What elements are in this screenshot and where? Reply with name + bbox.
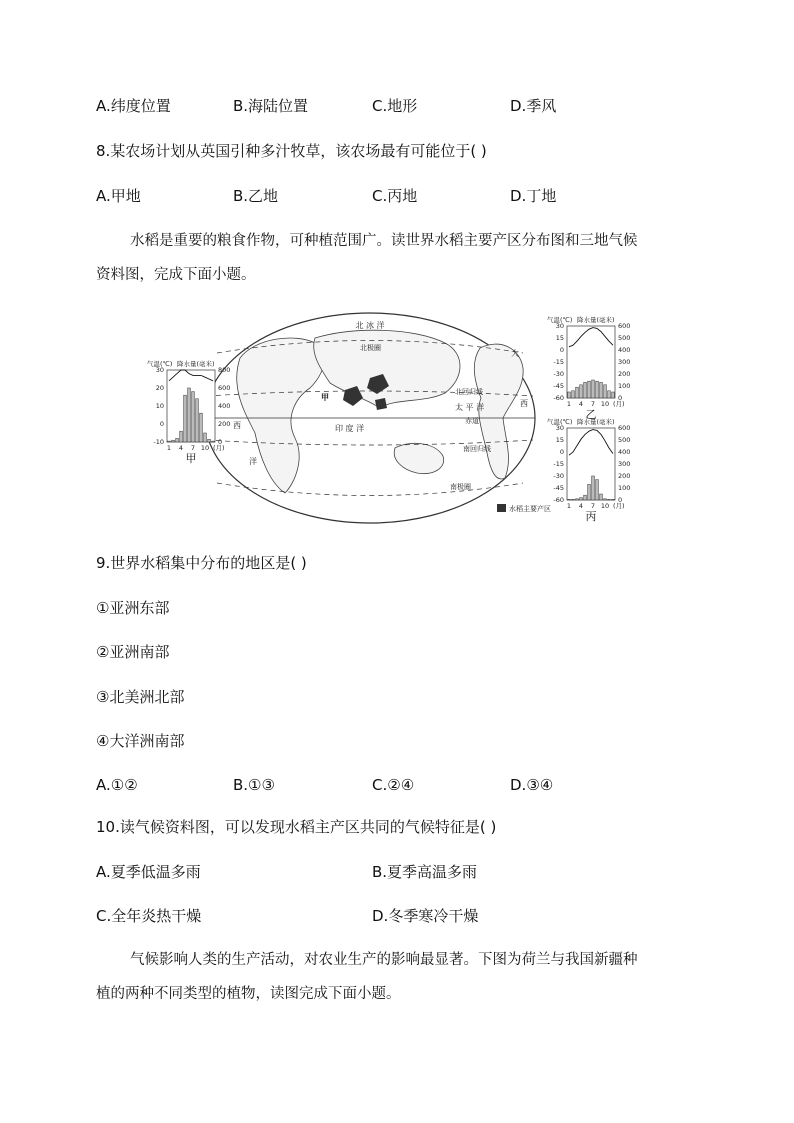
precip-tick-label: 200 xyxy=(218,420,231,428)
precip-bar xyxy=(600,382,603,398)
precip-bar xyxy=(584,382,587,398)
precip-bar xyxy=(604,385,607,398)
precip-bar xyxy=(580,385,583,398)
month-tick-label: 4 xyxy=(578,400,584,408)
precip-bar xyxy=(172,440,175,442)
q9-item-1: ①亚洲东部 xyxy=(96,599,170,617)
precip-bar xyxy=(592,380,595,398)
label-tropic-cancer: 北回归线 xyxy=(455,388,483,396)
precip-bar xyxy=(176,438,179,442)
precip-bar xyxy=(572,391,575,398)
q9-item-2: ②亚洲南部 xyxy=(96,643,170,661)
temp-axis-label: 气温(℃) xyxy=(547,418,573,426)
temp-tick-label: 30 xyxy=(155,366,164,374)
month-tick-label: 10 xyxy=(200,444,210,452)
figure-svg xyxy=(145,308,655,530)
precip-tick-label: 400 xyxy=(618,448,631,456)
precip-tick-label: 300 xyxy=(618,358,631,366)
temp-axis-label: 气温(℃) xyxy=(547,316,573,324)
label-equator: 赤道 xyxy=(465,417,479,425)
temp-tick-label: -30 xyxy=(553,370,564,378)
label-pacific: 太 平 洋 xyxy=(455,403,485,412)
temp-tick-label: -15 xyxy=(553,358,564,366)
month-tick-label: 1 xyxy=(566,400,572,408)
precip-bar xyxy=(604,499,607,500)
precip-bar xyxy=(584,495,587,500)
climate-chart-yi xyxy=(547,315,630,421)
q8-stem: 8.某农场计划从英国引种多汁牧草，该农场最有可能位于( ) xyxy=(96,142,487,160)
precip-axis-label: 降水量(毫米) xyxy=(577,418,615,426)
q10-option-c: C.全年炎热干燥 xyxy=(96,907,202,925)
temp-tick-label: 30 xyxy=(555,424,564,432)
climate-chart-bing xyxy=(547,417,630,523)
precip-bar xyxy=(168,441,171,442)
precip-bar xyxy=(576,499,579,500)
precip-bar xyxy=(608,499,611,500)
temp-tick-label: 20 xyxy=(155,384,164,392)
q8-option-a: A.甲地 xyxy=(96,187,141,205)
label-arctic-circle: 北极圈 xyxy=(360,344,381,352)
q8-option-c: C.丙地 xyxy=(372,187,418,205)
temp-tick-label: -15 xyxy=(553,460,564,468)
q7-option-d: D.季风 xyxy=(510,97,557,115)
legend-label: 水稻主要产区 xyxy=(509,505,551,513)
label-atlantic-da: 大 xyxy=(511,349,519,358)
label-indian-ocean: 印 度 洋 xyxy=(335,424,365,433)
precip-tick-label: 500 xyxy=(618,334,631,342)
plot-frame xyxy=(167,370,215,442)
q10-option-d: D.冬季寒冷干燥 xyxy=(372,907,479,925)
month-tick-label: 4 xyxy=(178,444,184,452)
label-ocean-yang: 洋 xyxy=(249,457,257,466)
temp-tick-label: -30 xyxy=(553,472,564,480)
month-tick-label: 7 xyxy=(590,502,596,510)
temp-tick-label: 10 xyxy=(155,402,164,410)
precip-tick-label: 200 xyxy=(618,370,631,378)
month-tick-label: 7 xyxy=(190,444,196,452)
precip-bar xyxy=(608,391,611,398)
month-tick-label: 1 xyxy=(166,444,172,452)
precip-bar xyxy=(180,431,183,442)
intro-rice-line-1: 水稻是重要的粮食作物，可种植范围广。读世界水稻主要产区分布图和三地气候 xyxy=(130,233,638,249)
q7-option-b: B.海陆位置 xyxy=(233,97,309,115)
temp-tick-label: 30 xyxy=(555,322,564,330)
plot-frame xyxy=(567,326,615,398)
precip-bar xyxy=(200,413,203,442)
precip-bar xyxy=(184,395,187,442)
temp-axis-label: 气温(℃) xyxy=(147,360,173,368)
precip-bar xyxy=(596,480,599,500)
q9-item-3: ③北美洲北部 xyxy=(96,688,185,706)
q7-option-c: C.地形 xyxy=(372,97,418,115)
label-jia-marker: 甲 xyxy=(321,393,329,402)
q10-option-a: A.夏季低温多雨 xyxy=(96,863,201,881)
precip-bar xyxy=(568,499,571,500)
precip-tick-label: 800 xyxy=(218,366,231,374)
rice-area-southeast-asia xyxy=(375,398,387,410)
temp-tick-label: 0 xyxy=(559,448,564,456)
precip-bar xyxy=(600,494,603,500)
precip-tick-label: 100 xyxy=(618,484,631,492)
q9-option-a: A.①② xyxy=(96,776,138,794)
intro-paragraph-rice xyxy=(96,231,696,285)
q8-option-b: B.乙地 xyxy=(233,187,279,205)
month-tick-label: 10 xyxy=(600,400,610,408)
precip-tick-label: 600 xyxy=(618,322,631,330)
legend-swatch xyxy=(497,504,506,512)
precip-tick-label: 0 xyxy=(618,394,623,402)
intro-paragraph-climate xyxy=(96,950,696,1004)
precip-bar xyxy=(592,476,595,500)
temp-tick-label: -10 xyxy=(153,438,164,446)
precip-bar xyxy=(568,392,571,398)
q10-stem: 10.读气候资料图，可以发现水稻主产区共同的气候特征是( ) xyxy=(96,818,497,836)
label-tropic-capricorn: 南回归线 xyxy=(463,445,491,453)
precip-bar xyxy=(188,388,191,442)
precip-tick-label: 0 xyxy=(218,438,223,446)
precip-bar xyxy=(208,439,211,442)
label-antarctic-circle: 南极圈 xyxy=(450,483,471,491)
q9-option-d: D.③④ xyxy=(510,776,554,794)
q7-option-a: A.纬度位置 xyxy=(96,97,171,115)
label-west-xi: 西 xyxy=(233,421,241,430)
precip-axis-label: 降水量(毫米) xyxy=(577,316,615,324)
precip-tick-label: 300 xyxy=(618,460,631,468)
precip-bar xyxy=(572,499,575,500)
precip-tick-label: 200 xyxy=(618,472,631,480)
rice-map-figure xyxy=(145,308,655,530)
precip-tick-label: 400 xyxy=(618,346,631,354)
month-unit-label: (月) xyxy=(613,400,625,408)
temp-tick-label: -60 xyxy=(553,496,564,504)
precip-tick-label: 600 xyxy=(218,384,231,392)
precip-tick-label: 500 xyxy=(618,436,631,444)
q9-stem: 9.世界水稻集中分布的地区是( ) xyxy=(96,554,307,572)
month-tick-label: 10 xyxy=(600,502,610,510)
label-atlantic-xi: 西 xyxy=(520,399,528,408)
precip-bar xyxy=(588,381,591,398)
q9-item-4: ④大洋洲南部 xyxy=(96,732,185,750)
precip-bar xyxy=(612,499,615,500)
month-tick-label: 7 xyxy=(590,400,596,408)
precip-axis-label: 降水量(毫米) xyxy=(177,360,215,368)
month-tick-label: 4 xyxy=(578,502,584,510)
chart-name-label: 乙 xyxy=(585,408,597,421)
month-tick-label: 1 xyxy=(566,502,572,510)
q9-option-c: C.②④ xyxy=(372,776,415,794)
world-map xyxy=(205,313,551,523)
precip-bar xyxy=(576,387,579,398)
temp-tick-label: 15 xyxy=(555,436,564,444)
temp-tick-label: -45 xyxy=(553,382,564,390)
temp-tick-label: 15 xyxy=(555,334,564,342)
precip-bar xyxy=(204,433,207,442)
month-unit-label: (月) xyxy=(213,444,225,452)
intro-climate-line-1: 气候影响人类的生产活动，对农业生产的影响最显著。下图为荷兰与我国新疆种 xyxy=(130,952,638,968)
precip-tick-label: 600 xyxy=(618,424,631,432)
precip-tick-label: 400 xyxy=(218,402,231,410)
intro-rice-line-2: 资料图，完成下面小题。 xyxy=(96,267,256,283)
precip-bar xyxy=(212,441,215,442)
chart-name-label: 丙 xyxy=(585,510,597,523)
chart-name-label: 甲 xyxy=(185,452,197,465)
q10-option-b: B.夏季高温多雨 xyxy=(372,863,478,881)
plot-frame xyxy=(567,428,615,500)
precip-bar xyxy=(596,381,599,398)
temp-tick-label: 0 xyxy=(559,346,564,354)
precip-bar xyxy=(612,392,615,398)
precip-tick-label: 0 xyxy=(618,496,623,504)
q9-option-b: B.①③ xyxy=(233,776,275,794)
temp-tick-label: -45 xyxy=(553,484,564,492)
temp-tick-label: 0 xyxy=(159,420,164,428)
precip-bar xyxy=(588,484,591,500)
precip-bar xyxy=(580,498,583,500)
precip-bar xyxy=(192,392,195,442)
temp-tick-label: -60 xyxy=(553,394,564,402)
precip-tick-label: 100 xyxy=(618,382,631,390)
precip-bar xyxy=(196,399,199,442)
month-unit-label: (月) xyxy=(613,502,625,510)
q8-option-d: D.丁地 xyxy=(510,187,557,205)
label-arctic-ocean: 北 冰 洋 xyxy=(355,321,385,330)
intro-climate-line-2: 植的两种不同类型的植物，读图完成下面小题。 xyxy=(96,986,401,1002)
